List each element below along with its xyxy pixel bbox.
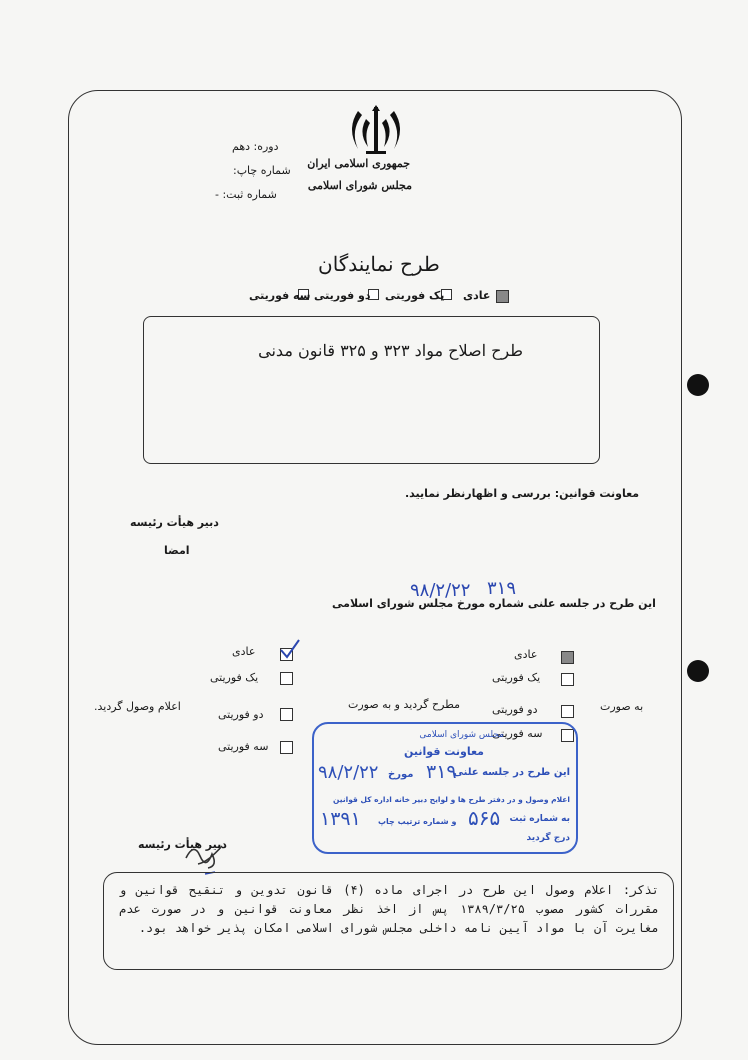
page-title: طرح نمایندگان — [318, 252, 440, 276]
stamp-line3-prefix: این طرح در جلسه علنی — [453, 767, 570, 778]
session-hand-number: ۳۱۹ — [487, 578, 517, 599]
right-option-checkbox-two[interactable] — [561, 705, 574, 718]
right-option-checkbox-one[interactable] — [561, 673, 574, 686]
left-option-checkbox-two[interactable] — [280, 708, 293, 721]
urgency-label-two: دو فوریتی — [314, 289, 371, 302]
session-hand-date: ۹۸/۲/۲۲ — [410, 580, 471, 601]
stamp-line5-print: و شماره ترتیب چاپ — [378, 817, 457, 826]
stamp-line5-number: ۵۶۵ — [468, 806, 501, 830]
right-as-label: به صورت — [600, 700, 644, 713]
emblem-line2: مجلس شورای اسلامی — [307, 179, 412, 192]
stamp-line3-date: ۹۸/۲/۲۲ — [318, 762, 379, 783]
left-announce-text: اعلام وصول گردید. — [94, 700, 181, 713]
referral-secretary: دبیر هیأت رئیسه — [130, 516, 219, 529]
note-text: تذکر: اعلام وصول این طرح در اجرای ماده (۴) قانون تدوین و تنقیح قوانین و مقررات کشور مصوب ۱۳۸۹/۳/۲۵ پس از اخذ نظر معاونت قوانین و در صورت عدم مغایرت آن با مواد آیین نامه داخلی مجلس شورای اسلامی امکان پذیر خواهد بود. — [119, 883, 659, 935]
registration-number-label: شماره ثبت: - — [215, 188, 277, 201]
urgency-checkbox-normal[interactable] — [496, 290, 509, 303]
stamp-line5-print-number: ۱۳۹۱ — [320, 808, 361, 830]
stamp-line6: درج گردید — [526, 833, 570, 843]
referral-text: معاونت قوانین: بررسی و اظهارنظر نمایید. — [405, 487, 640, 500]
left-option-label-normal: عادی — [232, 645, 256, 658]
subject-text: طرح اصلاح مواد ۳۲۳ و ۳۲۵ قانون مدنی — [258, 341, 523, 360]
registration-stamp — [312, 722, 578, 854]
left-option-checkbox-one[interactable] — [280, 672, 293, 685]
left-option-label-two: دو فوریتی — [218, 708, 264, 721]
subject-box — [143, 316, 600, 464]
referral-signature-label: امضا — [164, 544, 190, 557]
stamp-line2: معاونت قوانین — [404, 745, 484, 758]
stamp-line3-date-label: مورخ — [388, 769, 414, 780]
urgency-label-normal: عادی — [463, 289, 491, 302]
urgency-label-one: یک فوریتی — [385, 289, 445, 302]
stamp-line3-number: ۳۱۹ — [426, 761, 457, 783]
left-option-label-one: یک فوریتی — [210, 671, 259, 684]
check-mark-icon — [279, 638, 301, 660]
bottom-secretary: دبیر هیأت رئیسه — [138, 838, 227, 851]
left-option-label-three: سه فوریتی — [218, 740, 269, 753]
left-option-checkbox-three[interactable] — [280, 741, 293, 754]
print-number-label: شماره چاپ: — [233, 164, 291, 177]
right-option-label-normal: عادی — [514, 648, 538, 661]
punch-hole-bottom — [687, 660, 709, 682]
right-option-label-three: سه فوریتی — [492, 727, 543, 740]
right-option-checkbox-normal[interactable] — [561, 651, 574, 664]
right-option-label-two: دو فوریتی — [492, 703, 538, 716]
right-option-label-one: یک فوریتی — [492, 671, 541, 684]
stamp-line4: اعلام وصول و در دفتر طرح ها و لوایح دبیر خانه اداره کل قوانین — [333, 795, 570, 804]
emblem-icon — [336, 103, 416, 163]
right-proposed-text: مطرح گردید و به صورت — [348, 698, 461, 711]
term-label: دوره: دهم — [232, 140, 279, 153]
emblem-logo — [307, 103, 416, 213]
note-box — [103, 872, 674, 970]
stamp-line1: مجلس شورای اسلامی — [419, 730, 504, 740]
urgency-label-three: سه فوریتی — [249, 289, 311, 302]
stamp-line5-prefix: به شماره ثبت — [509, 814, 570, 824]
session-line: این طرح در جلسه علنی شماره مورخ مجلس شورای اسلامی — [332, 597, 656, 610]
emblem-line1: جمهوری اسلامی ایران — [307, 157, 410, 170]
punch-hole-top — [687, 374, 709, 396]
